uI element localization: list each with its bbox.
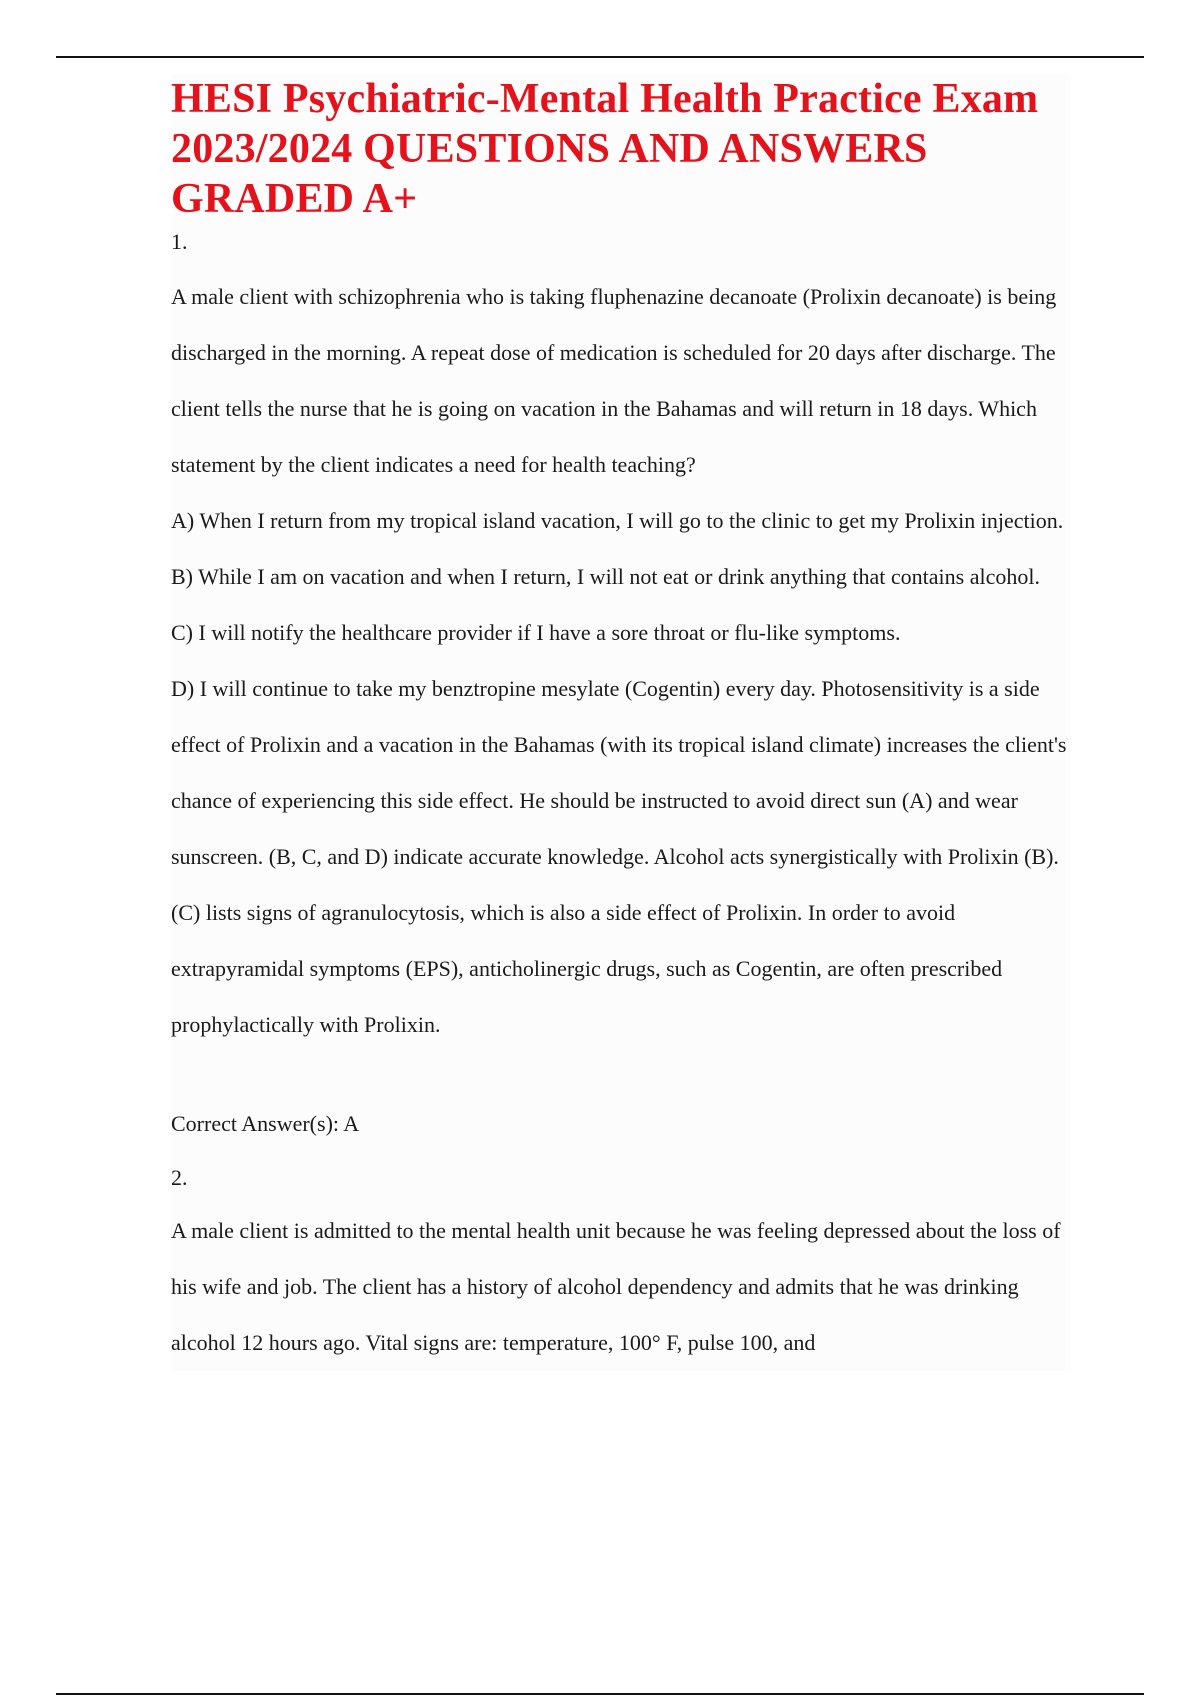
- question-1-option-d-rationale: D) I will continue to take my benztropine mesylate (Cogentin) every day. Photosensitivity is a side effect of Prolixin and a vacation in the Bahamas (with its tropical island climate) increases the client's chance of experiencing this side effect. He should be instructed to avoid direct sun (A) and wear sunscreen. (B, C, and D) indicate accurate knowledge. Alcohol acts synergistically with Prolixin (B). (C) lists signs of agranulocytosis, which is also a side effect of Prolixin. In order to avoid extrapyramidal symptoms (EPS), anticholinergic drugs, such as Cogentin, are often prescribed prophylactically with Prolixin.: [171, 676, 1067, 1037]
- question-2-number: 2.: [171, 1165, 188, 1190]
- question-2-stem: A male client is admitted to the mental health unit because he was feeling depressed about the loss of his wife and job. The client has a history of alcohol dependency and admits that he was drinking alcohol 12 hours ago. Vital signs are: temperature, 100° F, pulse 100, and: [171, 1218, 1061, 1355]
- question-1-option-a: A) When I return from my tropical island vacation, I will go to the clinic to get my Prolixin injection.: [171, 508, 1064, 533]
- document-title: HESI Psychiatric-Mental Health Practice Exam 2023/2024 QUESTIONS AND ANSWERS GRADED A+: [171, 76, 1039, 222]
- blank-line: [171, 1053, 1071, 1109]
- question-1-stem: A male client with schizophrenia who is taking fluphenazine decanoate (Prolixin decanoate) is being discharged in the morning. A repeat dose of medication is scheduled for 20 days after discharge. The client tells the nurse that he is going on vacation in the Bahamas and will return in 18 days. Which statement by the client indicates a need for health teaching?: [171, 284, 1057, 477]
- question-1-option-c: C) I will notify the healthcare provider if I have a sore throat or flu-like symptoms.: [171, 620, 901, 645]
- top-rule: [56, 56, 1144, 58]
- document-page: [171, 74, 1071, 1371]
- question-1-correct-answer: Correct Answer(s): A: [171, 1111, 360, 1136]
- question-1-option-b: B) While I am on vacation and when I return, I will not eat or drink anything that contains alcohol.: [171, 564, 1040, 589]
- question-1-number: 1.: [171, 229, 188, 254]
- bottom-rule: [56, 1693, 1144, 1695]
